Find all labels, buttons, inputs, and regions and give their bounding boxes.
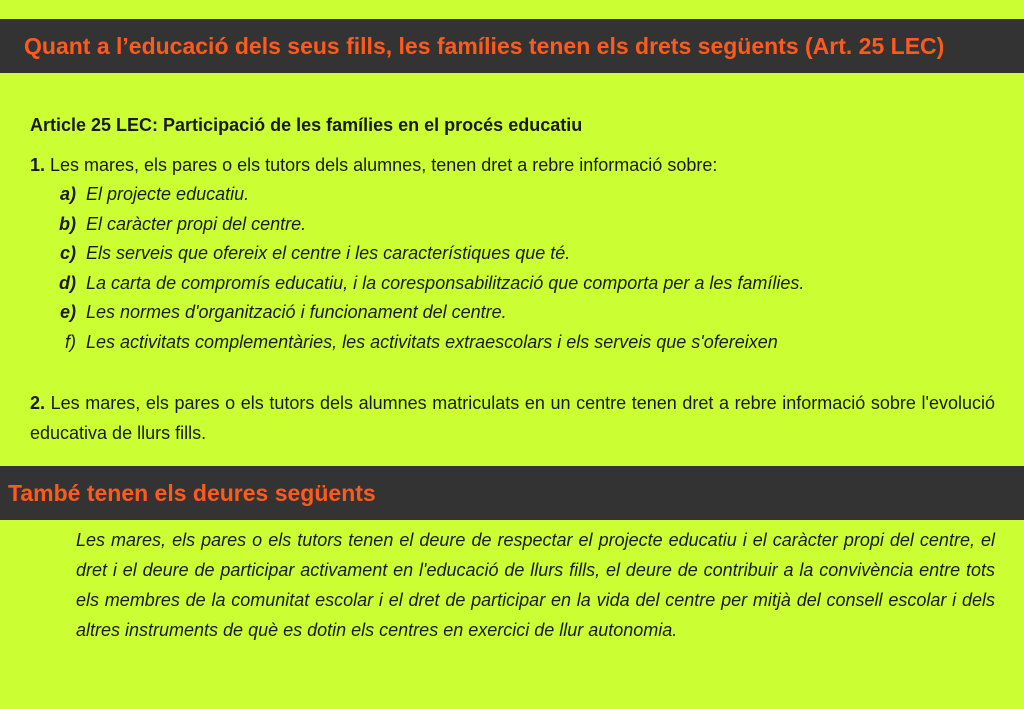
spacer	[30, 357, 995, 388]
information-list	[30, 180, 995, 357]
list-item	[30, 210, 995, 240]
list-item	[30, 239, 995, 269]
list-marker: e)	[59, 302, 76, 322]
point-1-text: Les mares, els pares o els tutors dels alumnes, tenen dret a rebre informació sobre:	[45, 155, 718, 175]
article-title: Article 25 LEC: Participació de les famílies en el procés educatiu	[30, 115, 583, 135]
point-2-text: Les mares, els pares o els tutors dels alumnes matriculats en un centre tenen dret a rebre informació sobre l'evolució educativa de llurs fills.	[30, 393, 995, 443]
article-25-section	[30, 110, 995, 448]
list-marker: d)	[59, 272, 76, 293]
list-item	[30, 180, 995, 210]
duties-paragraph: Les mares, els pares o els tutors tenen el deure de respectar el projecte educatiu i el caràcter propi del centre, el dret i el deure de participar activament en l'educació de llurs fills, el deure de contribuir a la convivència entre tots els membres de la comunitat escolar i el dret de participar en la vida del centre per mitjà del consell escolar i dels altres instruments de què es dotin els centres en exercici de llur autonomia.	[76, 530, 995, 640]
list-item-text: Els serveis que ofereix el centre i les característiques que té.	[86, 243, 571, 263]
point-2	[30, 388, 995, 448]
rights-heading: Quant a l’educació dels seus fills, les famílies tenen els drets següents (Art. 25 LEC)	[24, 32, 945, 59]
list-item-text: Les activitats complementàries, les activitats extraescolars i els serveis que s'ofereixen	[86, 331, 778, 352]
list-marker: f)	[65, 331, 76, 352]
list-marker: c)	[59, 243, 76, 263]
list-item-text: La carta de compromís educatiu, i la coresponsabilització que comporta per a les famílies.	[86, 272, 805, 293]
list-item-text: Les normes d'organització i funcionament del centre.	[86, 302, 507, 322]
point-1	[30, 150, 995, 180]
list-item-text: El caràcter propi del centre.	[86, 213, 307, 234]
duties-heading: També tenen els deures següents	[8, 479, 376, 506]
list-item	[30, 328, 995, 358]
rights-heading-banner	[0, 19, 1024, 73]
list-marker: a)	[59, 184, 76, 204]
duties-heading-banner	[0, 466, 1024, 520]
point-1-number: 1.	[30, 155, 46, 175]
point-2-number: 2.	[30, 393, 46, 413]
list-item	[30, 298, 995, 328]
top-strip	[0, 0, 1024, 19]
list-item-text: El projecte educatiu.	[86, 184, 250, 204]
list-marker: b)	[59, 213, 76, 234]
list-item	[30, 269, 995, 299]
